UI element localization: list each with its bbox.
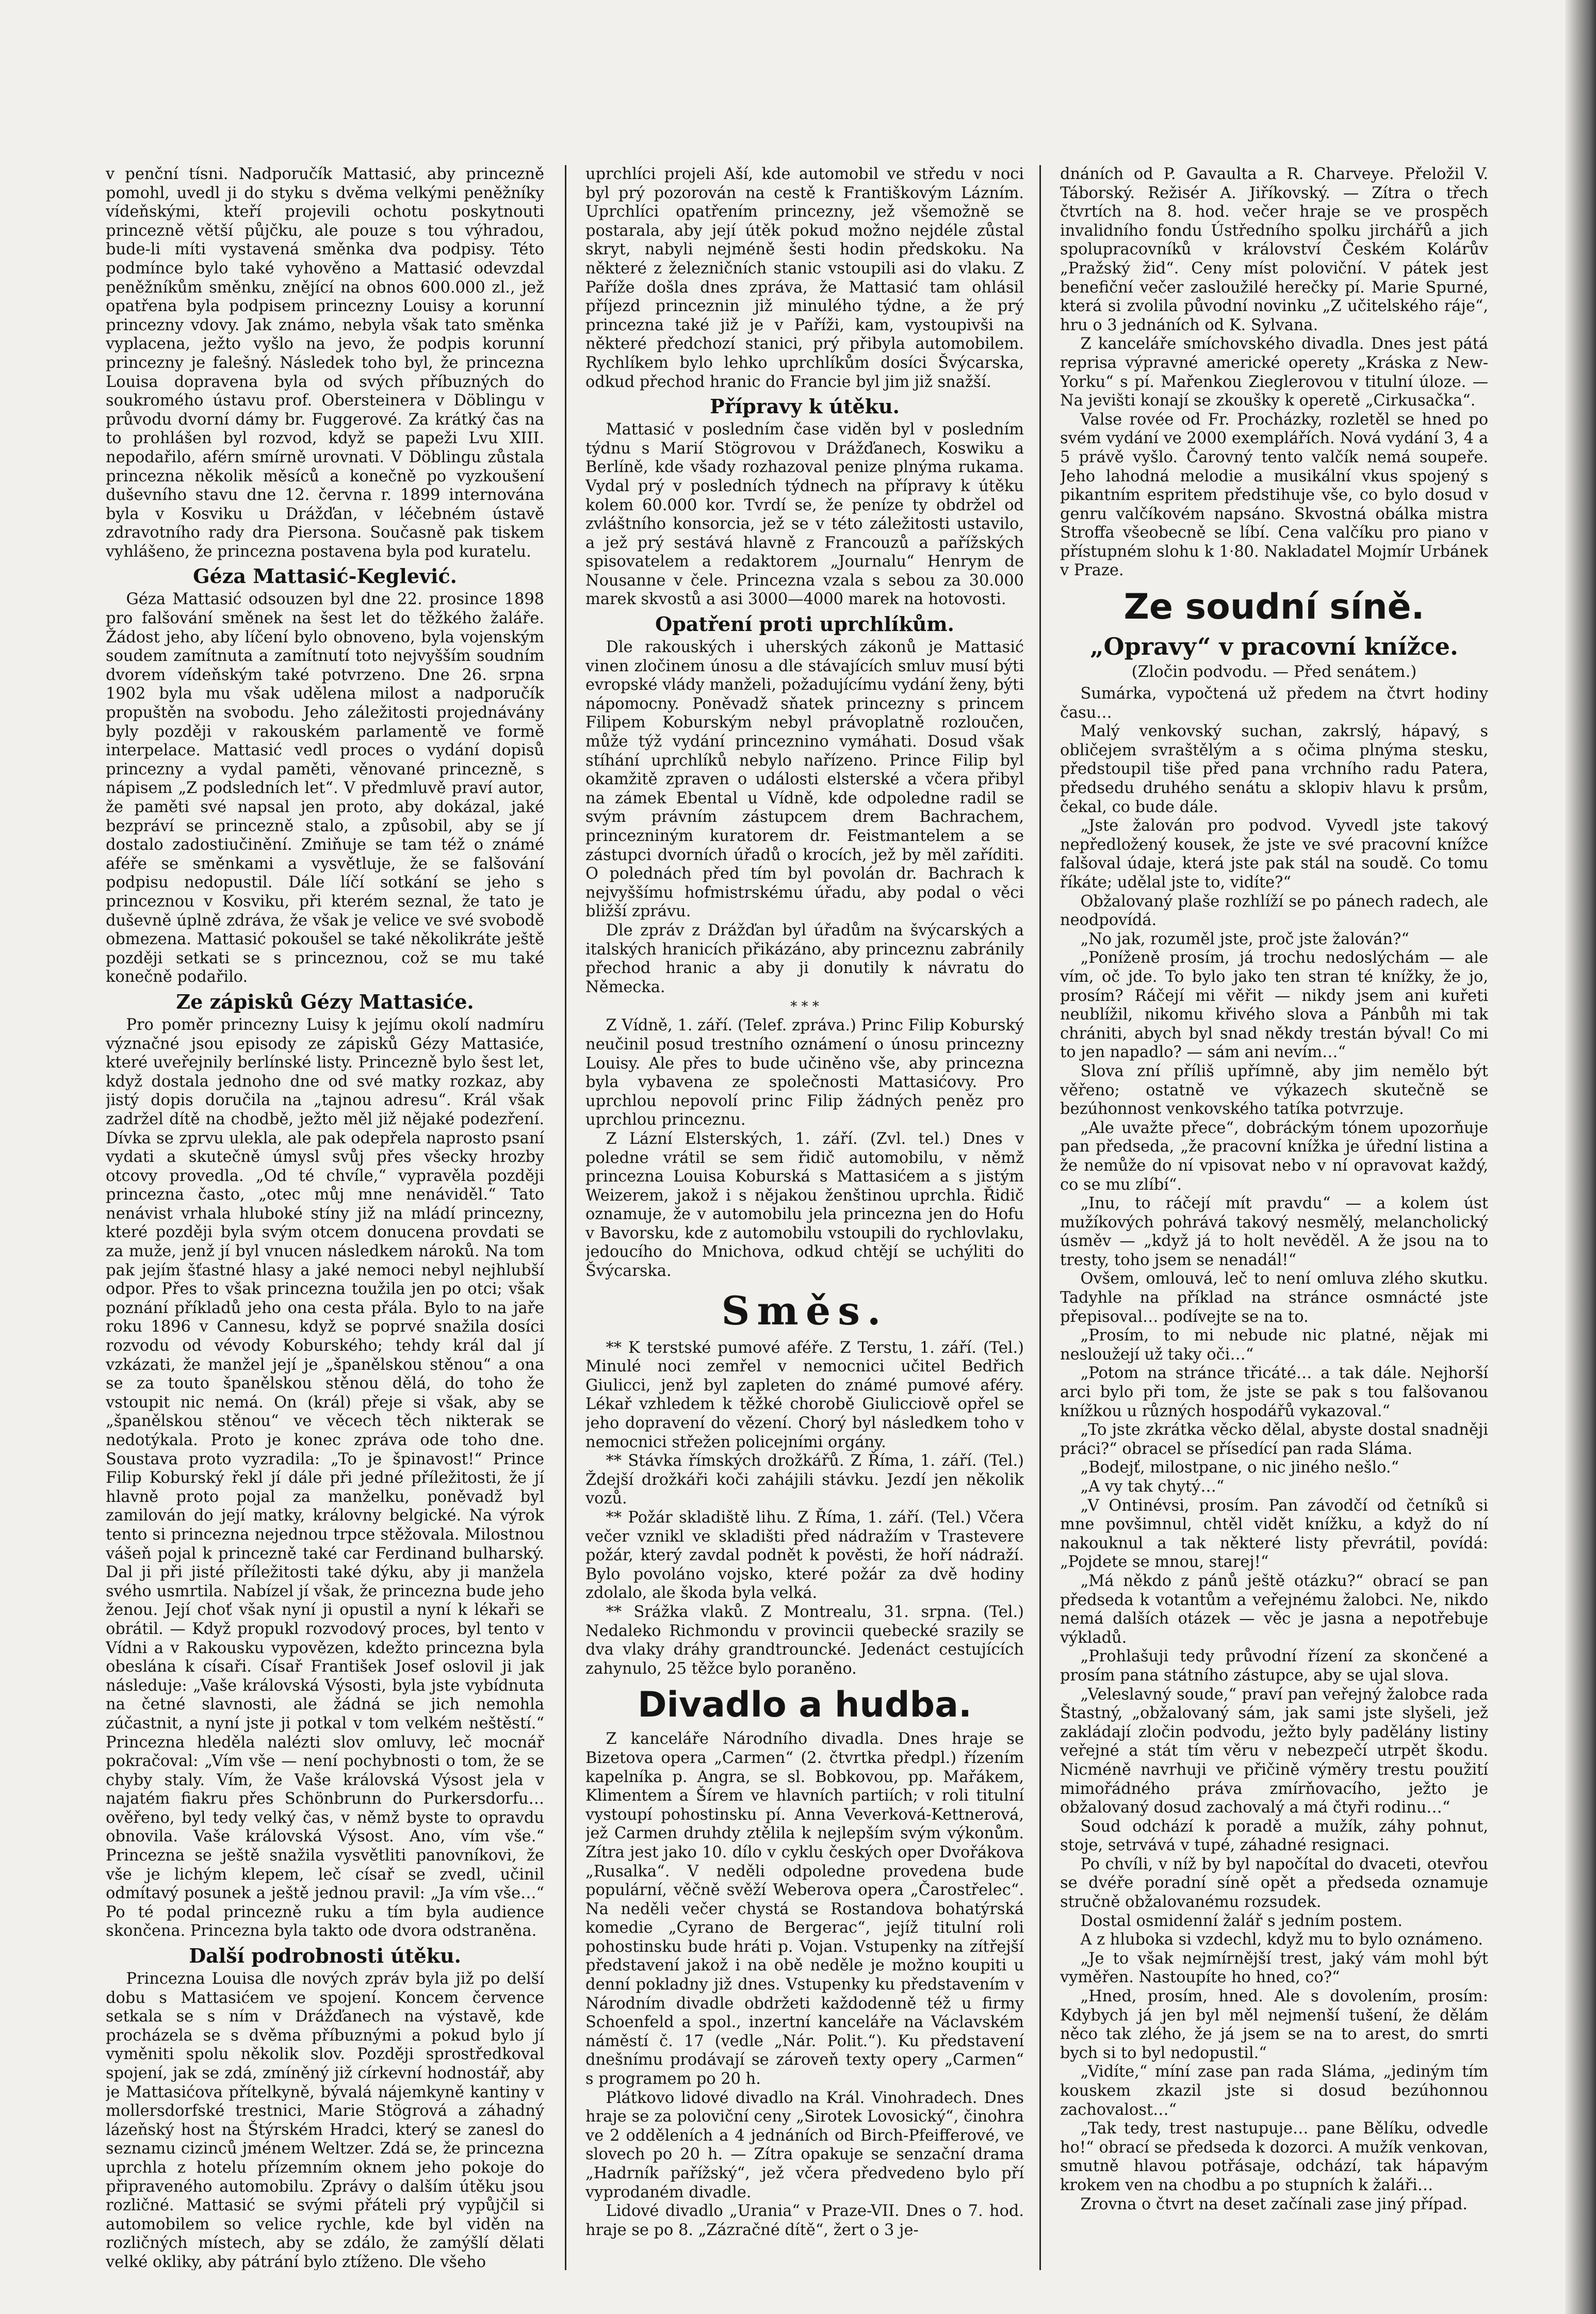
column-divider [1039,165,1041,2270]
article-paragraph: „Inu, to ráčejí mít pravdu“ — a kolem úst mužíkových pohrává takový nesmělý, melancholický úsměv — „když já to holt nevěděl. A že jsou na to tresty, toho jsem se nenadál!“ [1060,1194,1488,1269]
article-paragraph: uprchlíci projeli Aší, kde automobil ve středu v noci byl prý pozorován na cestě k Františkovým Lázním. Uprchlíci opatřením princezny, jež všemožně se postarala, aby její útěk pokud možno nejdéle zůstal skryt, nabyli nejméně šesti hodin předskoku. Na některé z železničních stanic vstoupili asi do vlaku. Z Paříže došla dnes zpráva, že Mattasić tam ohlásil příjezd princeznin již minulého týdne, a že prý princezna také již je v Paříži, kam, vystoupivši na některé předchozí stanici, prý přibyla automobilem. Rychlíkem bylo lehko uprchlíkům dosíci Švýcarska, odkud přechod hranic do Francie byl jim již snažší. [585,165,1024,391]
article-paragraph: Zrovna o čtvrt na deset začínali zase jiný případ. [1080,2195,1468,2213]
newspaper-page-body [106,165,1488,2270]
article-paragraph: „To jste zkrátka věcko dělal, abyste dostal snadněji práci?“ obracel se přísedící pan rada Sláma. [1060,1421,1488,1458]
article-paragraph: „Poníženě prosím, já trochu nedoslýchám — ale vím, oč jde. To bylo jako ten stran té knížky, že jo, prosím? Ráčejí mi věřit — nikdy jsem ani kuřeti neublížil, nikomu křivého slova a Pánbůh mi tak chrániti, abych byl snad někdy trestán býval! Co mi to jen napadlo? — sám ani nevím…“ [1060,949,1488,1062]
article-paragraph: „Prohlašuji tedy průvodní řízení za skončené a prosím pana státního zástupce, aby se ujal slova. [1060,1647,1488,1685]
article-paragraph: Obžalovaný plaše rozhlíží se po pánech radech, ale neodpovídá. [1060,892,1488,930]
article-title: „Opravy“ v pracovní knížce. [1090,633,1458,661]
article-paragraph: Dostal osmidenní žalář s jedním postem. [1080,1912,1403,1930]
article-paragraph: „Hned, prosím, hned. Ale s dovolením, prosím: Kdybych já jen byl měl nejmenší tušení, že dělám něco tak zlého, že já jsem se na to arest, do smrti bych si to byl nedopustil.“ [1060,1987,1488,2062]
article-paragraph: Géza Mattasić odsouzen byl dne 22. prosince 1898 pro falšování směnek na šest let do těžkého žaláře. Žádost jeho, aby líčení bylo obnoveno, byla vojenským soudem zamítnuta a zamítnutí toto nejvyšším soudním dvorem vídeňským také potvrzeno. Dne 26. srpna 1902 byla mu však udělena milost a nadporučík propuštěn na svobodu. Jeho záležitosti projednávány byly později v rakouském parlamentě ve formě interpelace. Mattasić vedl proces o vydání dopisů princezny a vydal paměti, věnované princezně, s nápisem „Z podsledních let“. V předmluvě praví autor, že paměti své napsal jen proto, aby dokázal, jaké bezpráví se princezně stalo, a způsobil, aby se jí dostalo zadostiučinění. Zmiňuje se tam též o známé aféře se směnkami a vysvětluje, že se falšování podpisu nedopustil. Dále líčí sotkání se jeho s princeznou v Kosviku, při kterém seznal, že tato je duševně úplně zdráva, že však je velice ve své svobodě obmezena. Mattasić pokoušel se také několikráte ještě později setkati se s princeznou, což se mu také konečně podařilo. [106,590,544,986]
section-heading: Další podrobnosti útěku. [189,1944,461,1968]
column-1 [106,165,544,2270]
article-paragraph: Z kanceláře smíchovského divadla. Dnes jest pátá reprisa výpravné americké operety „Kráska z New-Yorku“ s pí. Mařenkou Zieglerovou v titulní úloze. — Na jevišti konají se zkoušky k operetě „Cirkusačka“. [1060,335,1488,410]
article-paragraph: „Ale uvažte přece“, dobráckým tónem upozorňuje pan předseda, „že pracovní knížka je úřední listina a že nemůže do ní vpisovat nebo v ní opravovat každý, co se mu zlíbí“. [1060,1119,1488,1194]
article-paragraph: Malý venkovský suchan, zakrslý, hápavý, s obličejem svraštělým a s očima plnýma stesku, předstoupil tiše před pana vrchního radu Patera, předsedu druhého senátu a sklopiv hlavu k prsům, čekal, co bude dále. [1060,722,1488,816]
section-heading: Opatření proti uprchlíkům. [655,612,954,636]
section-heading-smes: Směs. [721,1287,888,1334]
article-paragraph: Ovšem, omlouvá, leč to není omluva zlého skutku. Tadyhle na příklad na stránce osmnácté jste přepisoval… podívejte se na to. [1060,1270,1488,1326]
news-item: ** Požár skladiště lihu. Z Říma, 1. září. (Tel.) Včera večer vznikl ve skladišti před nádražím v Trastevere požár, který zavdal podnět k pověsti, že hoří nádraží. Bylo povoláno vojsko, které požár za dvě hodiny zdolalo, ale škoda byla velká. [585,1509,1024,1603]
article-paragraph: „Prosím, to mi nebude nic platné, nějak mi nesloužejí už taky oči…“ [1060,1326,1488,1364]
news-item: ** Stávka římských drožkářů. Z Říma, 1. září. (Tel.) Ždejší drožkáři koči zahájili stávku. Jezdí jen několik vozů. [585,1452,1024,1508]
article-paragraph: Dle zpráv z Drážďan byl úřadům na švýcarských a italských hranicích přikázáno, aby princeznu zabránily přechod hranic a aby ji donutily k návratu do Německa. [585,921,1024,996]
article-paragraph: A z hluboka si vzdechl, když mu to bylo oznámeno. [1080,1931,1483,1949]
article-paragraph: „V Ontinévsi, prosím. Pan závodčí od četníků si mne povšimnul, chtěl vidět knížku, a když do ní nakouknul a tak některé listy převrátil, povídá: „Pojdete se mnou, starej!“ [1060,1496,1488,1572]
article-paragraph: „Potom na stránce třicáté… a tak dále. Nejhorší arci bylo při tom, že jste se pak s tou falšovanou knížkou u různých hospodářů vykazoval.“ [1060,1364,1488,1420]
article-paragraph: Sumárka, vypočtená už předem na čtvrt hodiny času… [1060,685,1488,722]
article-paragraph: „Bodejť, milostpane, o nic jiného nešlo.“ [1080,1459,1399,1477]
column-3 [1060,165,1488,2270]
section-separator: * * * [790,999,819,1015]
article-paragraph: Plátkovo lidové divadlo na Král. Vinohradech. Dnes hraje se za poloviční ceny „Sirotek Lovosický“, činohra ve 2 odděleních a 4 jednáních od Birch-Pfeifferové, ve slovech po 20 h. — Zítra opakuje se senzační drama „Hadrník pařížský“, jež včera předvedeno bylo pří vyprodaném divadle. [585,2089,1024,2202]
article-paragraph: Z Lázní Elsterských, 1. září. (Zvl. tel.) Dnes v poledne vrátil se sem řidič automobilu, v němž princezna Louisa Koburská s Mattasićem a s jistým Weizerem, jakož i s nějakou ženštinou uprchla. Řidič oznamuje, že v automobilu jela princezna jen do Hofu v Bavorsku, kde z automobilu vstoupili do rychlovlaku, jedoucího do Mnichova, odkud chtějí se uchýliti do Švýcarska. [585,1129,1024,1281]
article-paragraph: „Veleslavný soude,“ praví pan veřejný žalobce rada Štastný, „obžalovaný sám, jak sami jste slyšeli, jež zakládají zločin podvodu, ježto byly padělány listiny veřejné a stát tím věru v nebezpečí utrpět škodu. Nicméně navrhuji ve přičině výměry trestu použití mimořádného práva zmírňovacího, ježto je obžalovaný dosud zachovalý a má čtyři rodinu…“ [1060,1685,1488,1817]
article-paragraph: Dle rakouských i uherských zákonů je Mattasić vinen zločinem únosu a dle stávajících smluv musí býti evropské vlády manželi, požadujícímu vydání ženy, býti nápomocny. Poněvadž sňatek princezny s princem Filipem Koburským nebyl právoplatně rozloučen, může týž vydání princeznino vymáhati. Dosud však stíhání uprchlíků nebylo nařízeno. Prince Filip byl okamžitě zpraven o události elsterské a včera přibyl na zámek Ebental u Vídně, kde odpoledne radil se svým právním zástupcem drem Bachrachem, princezniným kuratorem dr. Feistmantelem a se zástupci dvorních úřadů o krocích, jež by měl zaříditi. O polednách před tím byl povolán dr. Bachrach k nejvyššímu hofmistrskému úřadu, aby podal o věci bližší zprávu. [585,638,1024,921]
article-paragraph: Z Vídně, 1. září. (Telef. zpráva.) Princ Filip Koburský neučinil posud trestního oznámení o únosu princezny Louisy. Ale přes to bude učiněno vše, aby princezna byla vybavena ze společnosti Mattasićovy. Pro uprchlou nepovolí princ Filip žádných peněz pro uprchlou princeznu. [585,1016,1024,1129]
column-2 [585,165,1024,2270]
section-heading-court: Ze soudní síně. [1123,587,1425,628]
article-paragraph: Mattasić v posledním čase viděn byl v posledním týdnu s Marií Stögrovou v Drážďanech, Koswiku a Berlíně, kde všady rozhazoval penize plnýma rukama. Vydal prý v posledních týdnech na přípravy k útěku kolem 60.000 kor. Tvrdí se, že peníze ty obdržel od zvláštního konsorcia, jež se v této záležitosti ustavilo, a jež prý sestává hlavně z Francouzů a pařížských spisovatelem a redaktorem „Journalu“ Henrym de Nousanne v čele. Princezna vzala s sebou za 30.000 marek skvostů a asi 3000—4000 marek na hotovosti. [585,420,1024,609]
page-edge-shadow [1565,0,1596,2314]
article-paragraph: „Jste žalován pro podvod. Vyvedl jste takový nepředložený kousek, že jste ve své pracovní knížce falšoval údaje, která jste pak stál na soudě. Co tomu říkáte; udělal jste to, vidíte?“ [1060,817,1488,892]
article-paragraph: Soud odchází k poradě a mužík, záhy pohnut, stoje, setrvává v tupé, záhadné resignaci. [1060,1817,1488,1855]
article-paragraph: dnáních od P. Gavaulta a R. Charveye. Přeložil V. Táborský. Režisér A. Jiříkovský. — Zítra o třech čtvrtích na 8. hod. večer hraje se ve prospěch invalidního fondu Ústředního spolku jirchářů a jich spolupracovníků v království Českém Kolárův „Pražský žid“. Ceny míst poloviční. V pátek jest benefiční večer zasloužilé herečky pí. Marie Spurné, která si zvolila původní novinku „Z učitelského ráje“, hru o 3 jednáních od K. Sylvana. [1060,165,1488,334]
section-heading: Přípravy k útěku. [710,395,900,418]
article-paragraph: Pro poměr princezny Luisy k jejímu okolí nadmíru význačné jsou episody ze zápisků Gézy Mattasiće, které uveřejnily berlínské listy. Princezně bylo šest let, když dostala jednoho dne od své matky rozkaz, aby jistý dopis doručila na „tajnou adresu“. Král však zadržel dítě na chodbě, ježto měl již nějaké podezření. Dívka se zprvu ulekla, ale pak odepřela naprosto psaní vydati a skutečně úmysl svůj přes všecky hrozby otcovy provedla. „Od té chvíle,“ vypravěla později princezna často, „otec můj mne nenáviděl.“ Tato nenávist vrhala hluboké stíny již na mládí princezny, které později byla svým otcem donucena provdati se za muže, jenž jí byl vnucen následkem nároků. Na tom pak jejím šťastné hlasy a jaké nemoci nebyl nejhlubší odpor. Přes to však princezna toužila jen po otci; však poznání příkladů jeho ona cesta přála. Bylo to na jaře roku 1896 v Cannesu, když se poprvé snažila dosíci rozvodu od vévody Koburského; tehdy král dal jí vzkázati, že manžel její je „španělskou stěnou“ a ona se za touto španělskou stěnou dělá, do toho že vstoupit nic nemá. On (král) přeje si však, aby se „španělskou stěnou“ ve věcech těch nikterak se nedotýkala. Proto je konec zpráva ode toho dne. Soustava proto vyzradila: „To je špinavost!“ Prince Filip Koburský řekl jí dále při jedné příležitosti, že jí hlavně proto pojal za manželku, poněvadž byl zamilován do její matky, královny belgické. Na výrok tento si princezna nejednou trpce stěžovala. Milostnou vášeň pojal k princezně také car Ferdinand bulharský. Dal ji při jisté příležitosti také dýku, aby ji manžela svého usmrtila. Nabízel jí však, že princezna bude jeho ženou. Její choť však nyní ji opustil a nyní k lékaři se obrátil. — Když propukl rozvodový proces, byl tento v Vídni a v Rakousku vypovězen, kdežto princezna byla obeslána k císaři. Císař František Josef oslovil ji jak následuje: „Vaše královská Výsosti, byla jste vybídnuta na četné slavnosti, ale žádná se jich nemohla zúčastnit, a nyní jste ji potkal v tom velkém neštěstí.“ Princezna hleděla nalézti slov omluvy, leč mocnář pokračoval: „Vím vše — není pochybnosti o tom, že se chyby staly. Vím, že Vaše královská Výsost jela v najatém fiakru přes Schönbrunn do Purkersdorfu… ověřeno, byl tedy velký čas, v němž byste to opravdu obnovila. Vaše královská Výsost. Ano, vím vše.“ Princezna se ještě snažila vysvětliti panovníkovi, že vše je lichým klepem, leč císař se zvedl, učinil odmítavý posunek a ještě jednou pravil: „Ja vím vše…“ Po té podal princezně ruku a tím byla audience skončena. Princezna byla takto ode dvora odstraněna. [106,1015,544,1940]
news-item: ** Srážka vlaků. Z Montrealu, 31. srpna. (Tel.) Nedaleko Richmondu v provincii quebecké srazily se dva vlaky dráhy grandtrouncké. Jedenáct cestujících zahynulo, 25 těžce bylo poraněno. [585,1603,1024,1678]
column-divider [565,165,566,2270]
section-heading: Ze zápisků Gézy Mattasiće. [176,990,474,1013]
article-paragraph: Valse rovée od Fr. Procházky, rozletěl se hned po svém vydání ve 2000 exemplářích. Nová vydání 3, 4 a 5 právě vyšlo. Čarovný tento valčík nemá soupeře. Jeho lahodná melodie a musikální vkus spojený s pikantním espritem předstihuje vše, co bylo dosud v genru valčíkovém napsáno. Skvostná obálka mistra Stroffa všeobecně se líbí. Cena valčíku pro piano v přístupném slohu k 1·80. Nakladatel Mojmír Urbánek v Praze. [1060,410,1488,580]
article-paragraph: v penční tísni. Nadporučík Mattasić, aby princezně pomohl, uvedl ji do styku s dvěma velkými peněžníky vídeňskými, kteří projevili ochotu poskytnouti princezně větší půjčku, ale pouze s tou výhradou, bude-li míti vystavená směnka dva podpisy. Této podmínce bylo také vyhověno a Mattasić odevzdal peněžníkům směnku, znějící na obnos 600.000 zl., jež opatřena byla podpisem princezny Louisy a korunní princezny vdovy. Jak známo, nebyla však tato směnka vyplacena, ježto vyšlo na jevo, že podpis korunní princezny je falešný. Následek toho byl, že princezna Louisa dopravena byla od svých příbuzných do soukromého ústavu prof. Obersteinera v Döblingu v průvodu dvorní dámy br. Fuggerové. Za krátký čas na to prohlášen byl rozvod, když se papeži Lvu XIII. nepodařilo, aférn smírně urovnati. V Döblingu zůstala princezna několik měsíců a konečně po vyzkoušení duševního stavu dne 12. června r. 1899 internována byla v Kosviku u Drážďan, v léčebném ústavě zdravotního rady dra Piersona. Současně pak tiskem vyhlášeno, že princezna postavena byla pod kuratelu. [106,165,544,561]
section-heading: Géza Mattasić-Keglević. [193,564,457,588]
article-paragraph: „Je to však nejmírnější trest, jaký vám mohl být vyměřen. Nastoupíte ho hned, co?“ [1060,1949,1488,1987]
article-paragraph: Po chvíli, v níž by byl napočítal do dvaceti, otevřou se dvéře poradní síně opět a předseda oznamuje stručně obžalovanému rozsudek. [1060,1855,1488,1912]
article-paragraph: Z kanceláře Národního divadla. Dnes hraje se Bizetova opera „Carmen“ (2. čtvrtka předpl.) řízením kapelníka p. Angra, se sl. Bobkovou, pp. Mařákem, Klimentem a Šírem ve hlavních partiích; v roli titulní vystoupí pohostinsku pí. Anna Veverková-Kettnerová, jež Carmen druhdy ztělila k nejlepším svým výkonům. Zítra jest jako 10. dílo v cyklu českých oper Dvořákova „Rusalka“. V neděli odpoledne provedena bude populární, věčně svěží Weberova opera „Čarostřelec“. Na neděli večer chystá se Rostandova bohatýrská komedie „Cyrano de Bergerac“, jejíž titulní roli pohostinsku bude hráti p. Vojan. Vstupenky na zítřejší představení jakož i na obě neděle je možno koupiti u denní pokladny již dnes. Vstupenky ku představením v Národním divadle obdržeti každodenně též u firmy Schoenfeld a spol., inzertní kanceláře na Václavském náměstí č. 17 (vedle „Nár. Polit.“). Ku představení dnešnímu prodávají se zároveň texty opery „Carmen“ s programem po 20 h. [585,1730,1024,2089]
article-subtitle: (Zločin podvodu. — Před senátem.) [1131,662,1417,682]
article-paragraph: „A vy tak chytý…“ [1080,1478,1225,1496]
article-paragraph: „Tak tedy, trest nastupuje… pane Bělíku, odvedle ho!“ obrací se předseda k dozorci. A mužík venkovan, smutně hlavou potřásaje, odchází, tak hápavým krokem ven na chodbu a po stupních k žaláři… [1060,2119,1488,2194]
article-paragraph: „No jak, rozuměl jste, proč jste žalován?“ [1080,930,1409,948]
news-item: ** K terstské pumové aféře. Z Terstu, 1. září. (Tel.) Minulé noci zemřel v nemocnici učitel Bedřich Giulicci, jenž byl zapleten do známé pumové aféry. Lékař vzhledem k těžké chorobě Giulicciově opřel se jeho dopravení do vězení. Chorý byl následkem toho v nemocnici střežen policejními orgány. [585,1338,1024,1451]
article-paragraph: Lidové divadlo „Urania“ v Praze-VII. Dnes o 7. hod. hraje se po 8. „Zázračné dítě“, žert o 3 je- [585,2202,1024,2239]
article-paragraph: Princezna Louisa dle nových zpráv byla již po delší dobu s Mattasićem ve spojení. Koncem července setkala se s ním v Drážďanech na výstavě, kde procházela se s dvěma příbuznými a pokud bylo jí vyměniti spolu několik slov. Později sprostředkoval spojení, jak se zdá, zmíněný již církevní hodnostář, aby je Mattasićova přítelkyně, bývalá nájemkyně kantiny v mollersdorfské trestnici, Marie Stögrová a záhadný lázeňský host na Štýrském Hradci, který se zanesl do seznamu cizinců jménem Weltzer. Zdá se, že princezna uprchla z hotelu přízemním oknem jeho pokoje do připraveného automobilu. Zprávy o dalším útěku jsou rozličné. Mattasić se svými přáteli prý vypůjčil si automobilem so velice rychle, kde byl viděn na rozličných místech, aby se zdálo, že zamýšlí dělati velké okliky, aby pátrání bylo ztíženo. Dle všeho [106,1970,544,2270]
article-paragraph: „Vidíte,“ míní zase pan rada Sláma, „jediným tím kouskem zkazil jste si dosud bezúhonnou zachovalost…“ [1060,2063,1488,2119]
article-paragraph: Slova zní příliš upřímně, aby jim nemělo být věřeno; ostatně ve výkazech skutečně se bezúhonnost venkovského tatíka potvrzuje. [1060,1062,1488,1119]
section-heading-theatre: Divadlo a hudba. [638,1685,972,1726]
article-paragraph: „Má někdo z pánů ještě otázku?“ obrací se pan předseda k votantům a veřejnému žalobci. Ne, nikdo nemá dalších otázek — věc je jasna a nepotřebuje výkladů. [1060,1572,1488,1647]
